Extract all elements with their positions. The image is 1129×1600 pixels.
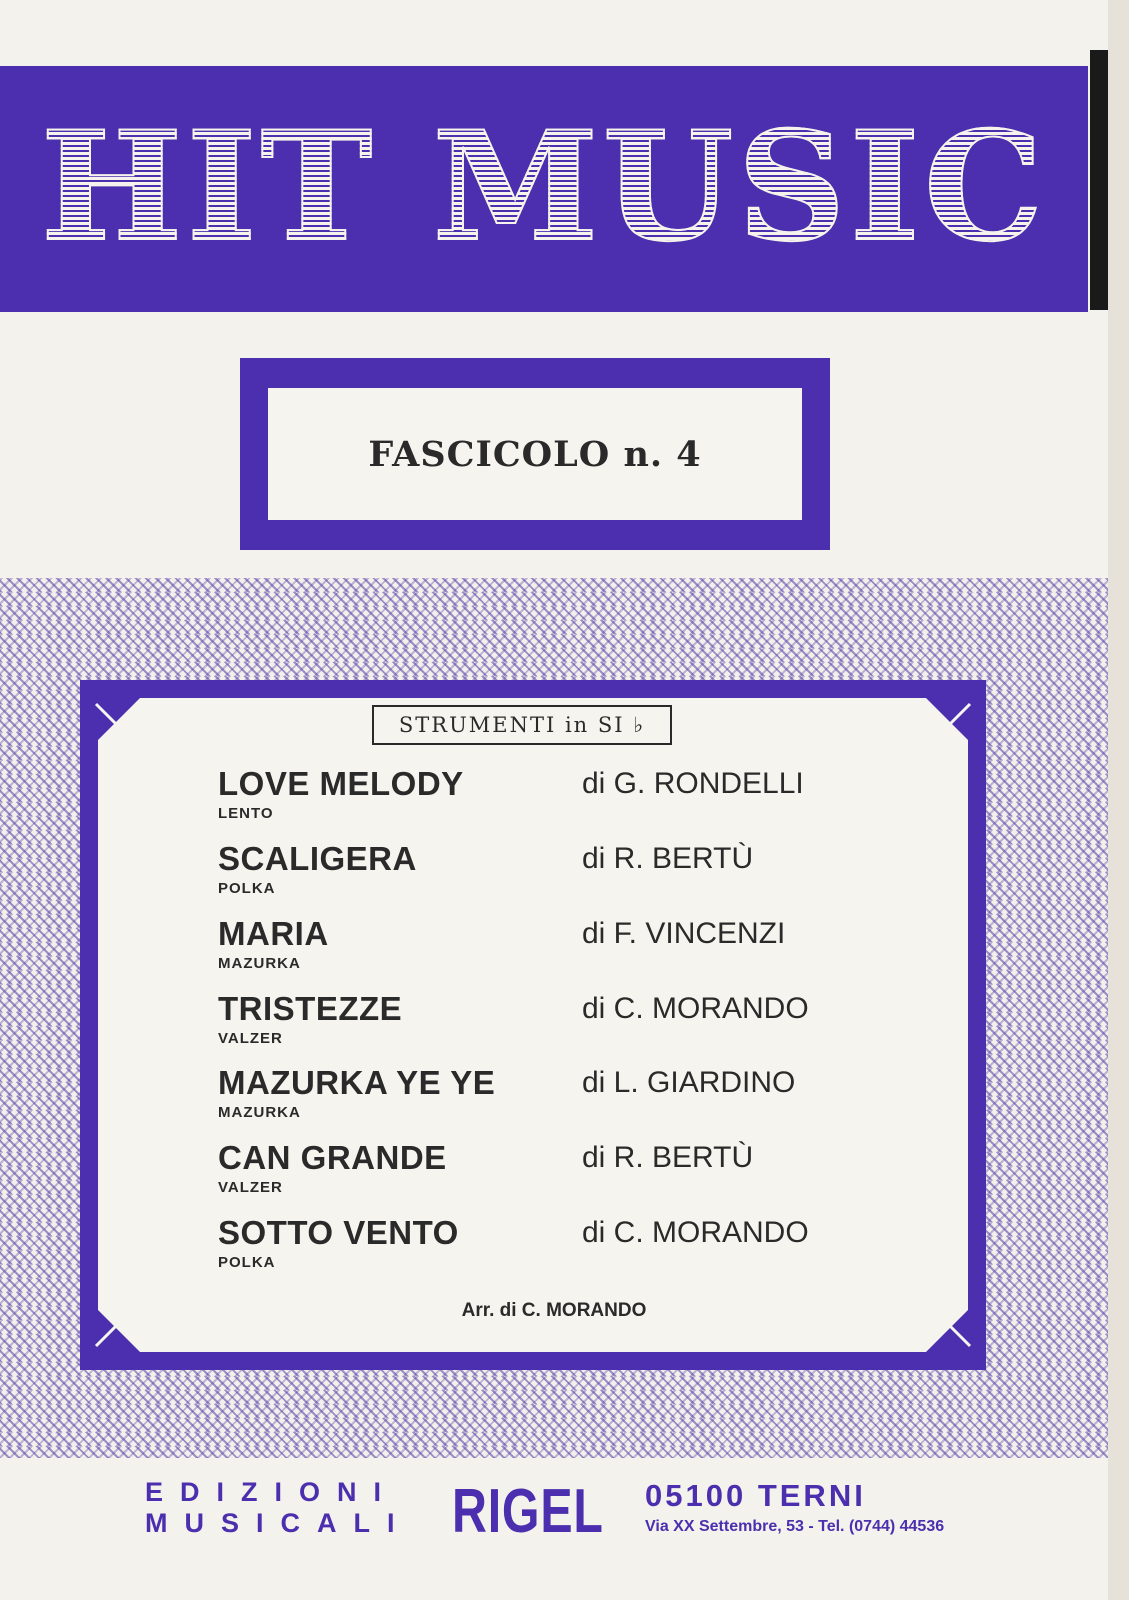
frame-corner-ornament <box>914 682 984 752</box>
song-author: di F. VINCENZI <box>582 917 786 950</box>
song-genre: MAZURKA <box>218 955 301 972</box>
song-genre: LENTO <box>218 805 274 822</box>
song-entry <box>218 915 978 985</box>
issue-label: FASCICOLO n. 4 <box>368 433 702 475</box>
song-genre: POLKA <box>218 880 276 897</box>
publisher-city: 05100 TERNI <box>645 1478 866 1513</box>
publisher-line-1: EDIZIONI <box>145 1477 399 1507</box>
publisher-address: Via XX Settembre, 53 - Tel. (0744) 44536 <box>645 1518 945 1535</box>
song-title: CAN GRANDE <box>218 1139 447 1176</box>
song-title: LOVE MELODY <box>218 765 464 802</box>
song-title: MARIA <box>218 915 329 952</box>
issue-box <box>240 358 830 550</box>
song-entry <box>218 765 978 835</box>
issue-box-inner <box>268 388 802 520</box>
song-title: MAZURKA YE YE <box>218 1064 496 1101</box>
song-entry <box>218 1214 978 1284</box>
binding-strip <box>1090 50 1108 310</box>
song-title: TRISTEZZE <box>218 990 403 1027</box>
instruments-label: STRUMENTI in SI ♭ <box>372 705 672 745</box>
song-author: di C. MORANDO <box>582 992 809 1025</box>
frame-corner-ornament <box>82 682 152 752</box>
song-genre: MAZURKA <box>218 1104 301 1121</box>
song-author: di G. RONDELLI <box>582 767 804 800</box>
song-entry <box>218 840 978 910</box>
song-genre: VALZER <box>218 1179 283 1196</box>
song-entry <box>218 1064 978 1134</box>
song-entry <box>218 1139 978 1209</box>
song-genre: VALZER <box>218 1030 283 1047</box>
song-author: di R. BERTÙ <box>582 842 754 875</box>
song-author: di L. GIARDINO <box>582 1066 796 1099</box>
song-title: SOTTO VENTO <box>218 1214 459 1251</box>
song-author: di R. BERTÙ <box>582 1141 754 1174</box>
publisher-name: RIGEL <box>452 1477 604 1546</box>
page-edge <box>1108 0 1129 1600</box>
song-entry <box>218 990 978 1060</box>
song-genre: POLKA <box>218 1254 276 1271</box>
song-author: di C. MORANDO <box>582 1216 809 1249</box>
publisher-line-2: MUSICALI <box>145 1508 412 1538</box>
song-title: SCALIGERA <box>218 840 417 877</box>
title-banner <box>0 66 1088 312</box>
arranger-credit: Arr. di C. MORANDO <box>461 1300 647 1321</box>
cover-title: HIT MUSIC <box>0 102 1088 272</box>
